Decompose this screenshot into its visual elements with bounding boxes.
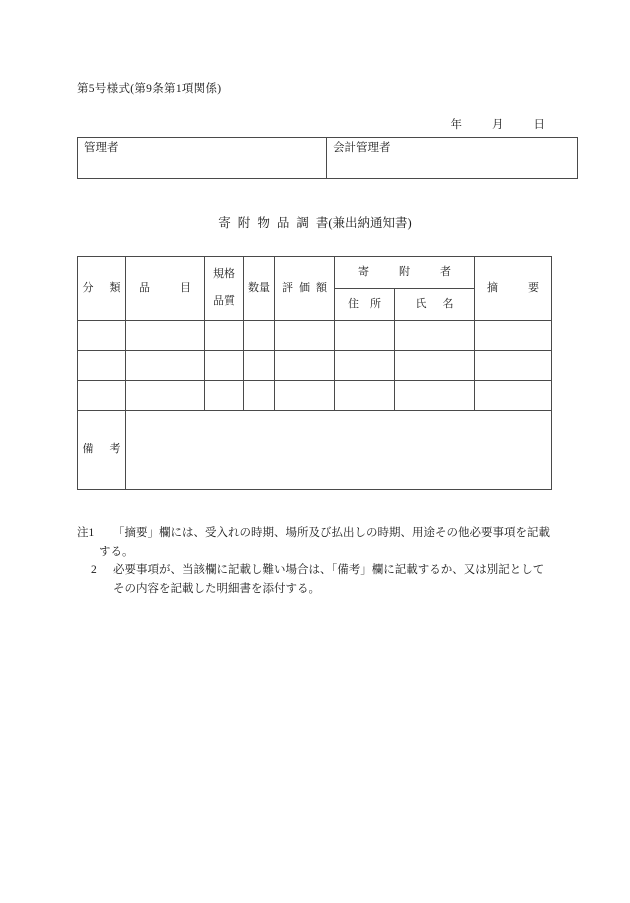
cell-spec[interactable] (205, 351, 244, 381)
note-2-continuation: その内容を記載した明細書を添付する。 (113, 582, 320, 595)
note-1 (77, 524, 567, 543)
cell-valuation[interactable] (275, 381, 335, 411)
header-quantity: 数量 (244, 257, 275, 321)
cell-spec[interactable] (205, 381, 244, 411)
header-spec-quality: 規格 品質 (205, 257, 244, 321)
document-title-chars: 寄 附 物 品 調 書 (218, 216, 329, 230)
remarks-label: 備 考 (78, 411, 126, 490)
header-donor-group: 寄 附 者 (335, 257, 475, 289)
cell-spec[interactable] (205, 321, 244, 351)
cell-item[interactable] (126, 381, 205, 411)
cell-donor-address[interactable] (335, 321, 395, 351)
month-label: 月 (492, 119, 504, 131)
remarks-row (78, 411, 552, 490)
manager-cell[interactable]: 管理者 (78, 138, 327, 179)
officer-table (77, 137, 578, 179)
table-row (78, 351, 552, 381)
date-line (77, 116, 551, 132)
note-2-text: 必要事項が、当該欄に記載し難い場合は、「備考」欄に記載するか、又は別記として (113, 564, 545, 577)
day-label: 日 (533, 119, 545, 131)
header-category: 分 類 (78, 257, 126, 321)
cell-summary[interactable] (475, 321, 552, 351)
table-header-row-top (78, 257, 552, 289)
cell-quantity[interactable] (244, 381, 275, 411)
cell-summary[interactable] (475, 351, 552, 381)
document-title (0, 213, 630, 231)
officer-row (78, 138, 578, 179)
remarks-value-cell[interactable] (126, 411, 552, 490)
cell-donor-name[interactable] (395, 321, 475, 351)
document-title-suffix: (兼出納通知書) (328, 216, 412, 230)
note-2-marker: 2 (91, 564, 97, 577)
year-label: 年 (450, 119, 462, 131)
notes-section (77, 524, 567, 599)
header-donor-name: 氏 名 (395, 289, 475, 321)
note-1-text: 「摘要」欄には、受入れの時期、場所及び払出しの時期、用途その他必要事項を記載 (113, 527, 550, 539)
cell-valuation[interactable] (275, 321, 335, 351)
cell-category[interactable] (78, 321, 126, 351)
note-1-marker: 注1 (77, 527, 95, 539)
note-2 (77, 561, 567, 580)
header-valuation: 評 価 額 (275, 257, 335, 321)
accounting-manager-cell[interactable]: 会計管理者 (327, 138, 578, 179)
cell-donor-address[interactable] (335, 381, 395, 411)
cell-category[interactable] (78, 351, 126, 381)
cell-valuation[interactable] (275, 351, 335, 381)
donation-record-table (77, 256, 552, 490)
form-number-heading: 第5号様式(第9条第1項関係) (77, 83, 222, 95)
cell-donor-name[interactable] (395, 381, 475, 411)
table-row (78, 381, 552, 411)
cell-donor-name[interactable] (395, 351, 475, 381)
cell-quantity[interactable] (244, 351, 275, 381)
cell-item[interactable] (126, 321, 205, 351)
cell-donor-address[interactable] (335, 351, 395, 381)
cell-quantity[interactable] (244, 321, 275, 351)
header-donor-address: 住 所 (335, 289, 395, 321)
cell-category[interactable] (78, 381, 126, 411)
table-row (78, 321, 552, 351)
header-item: 品 目 (126, 257, 205, 321)
note-1-continuation: する。 (99, 545, 134, 558)
cell-summary[interactable] (475, 381, 552, 411)
cell-item[interactable] (126, 351, 205, 381)
header-summary: 摘 要 (475, 257, 552, 321)
